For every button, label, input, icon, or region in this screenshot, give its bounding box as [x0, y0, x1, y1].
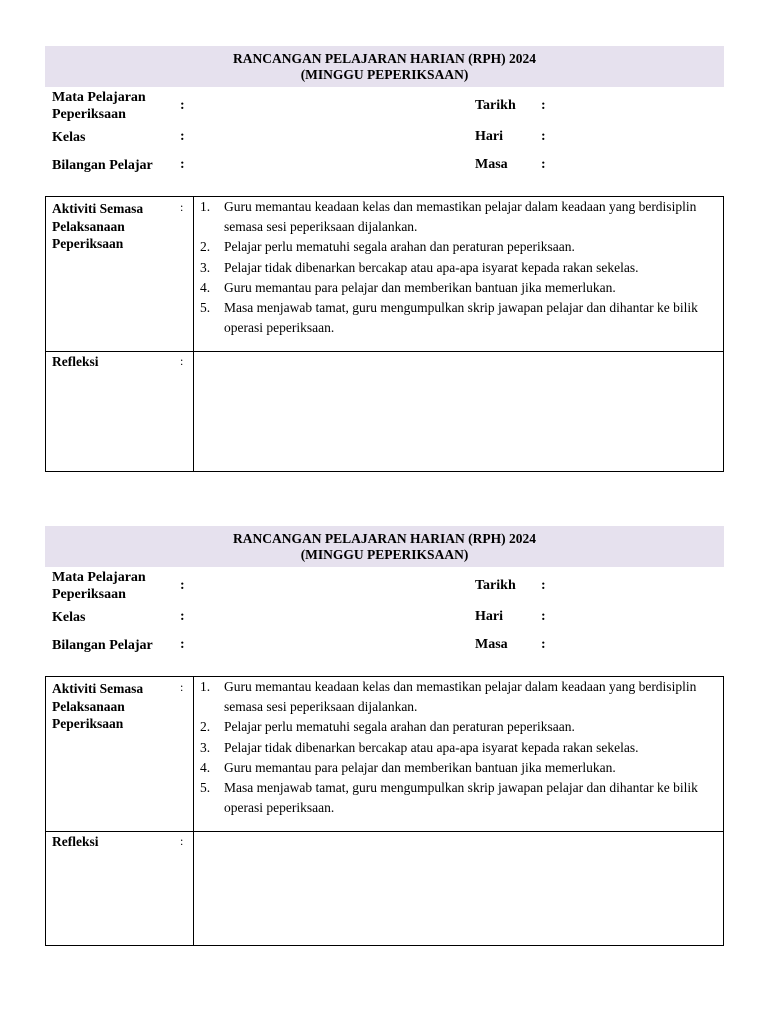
list-item: 2. Pelajar perlu mematuhi segala arahan dan peraturan peperiksaan.: [200, 239, 575, 255]
form-title-band: [45, 46, 724, 87]
table-divider-vertical: [193, 197, 194, 471]
bilangan-pelajar-colon: :: [180, 157, 185, 172]
list-item: 5. Masa menjawab tamat, guru mengumpulkan skrip jawapan pelajar dan dihantar ke bilik operasi peperiksaan.: [200, 300, 698, 336]
refleksi-label: Refleksi: [52, 354, 99, 369]
hari-colon: :: [541, 609, 546, 624]
activity-list: [198, 677, 713, 818]
list-item: 2. Pelajar perlu mematuhi segala arahan dan peraturan peperiksaan.: [200, 719, 575, 735]
tarikh-label: Tarikh: [475, 578, 516, 593]
list-item: 4. Guru memantau para pelajar dan memberikan bantuan jika memerlukan.: [200, 279, 616, 295]
kelas-label: Kelas: [52, 130, 86, 145]
hari-colon: :: [541, 129, 546, 144]
masa-label: Masa: [475, 637, 508, 652]
bilangan-pelajar-label: Bilangan Pelajar: [52, 638, 153, 653]
activity-colon: :: [180, 680, 184, 694]
bilangan-pelajar-label: Bilangan Pelajar: [52, 158, 153, 173]
list-item: 5. Masa menjawab tamat, guru mengumpulkan skrip jawapan pelajar dan dihantar ke bilik operasi peperiksaan.: [200, 780, 698, 816]
mata-pelajaran-colon: :: [180, 578, 185, 593]
masa-label: Masa: [475, 157, 508, 172]
refleksi-label: Refleksi: [52, 834, 99, 849]
form-title: RANCANGAN PELAJARAN HARIAN (RPH) 2024: [233, 531, 536, 546]
tarikh-colon: :: [541, 578, 546, 593]
kelas-colon: :: [180, 129, 185, 144]
masa-colon: :: [541, 157, 546, 172]
mata-pelajaran-label: Mata Pelajaran Peperiksaan: [52, 90, 146, 122]
activity-heading: Aktiviti Semasa Pelaksanaan Peperiksaan: [52, 681, 144, 731]
list-item: 3. Pelajar tidak dibenarkan bercakap atau apa-apa isyarat kepada rakan sekelas.: [200, 739, 639, 755]
rph-form-1: [45, 46, 724, 369]
tarikh-colon: :: [541, 98, 546, 113]
refleksi-colon: :: [180, 834, 184, 848]
mata-pelajaran-label: Mata Pelajaran Peperiksaan: [52, 570, 146, 602]
form-subtitle: (MINGGU PEPERIKSAAN): [300, 547, 469, 562]
activity-table: [45, 196, 724, 472]
activity-table: [45, 676, 724, 946]
hari-label: Hari: [475, 129, 503, 144]
form-fields: [45, 87, 724, 213]
list-item: 4. Guru memantau para pelajar dan memberikan bantuan jika memerlukan.: [200, 759, 616, 775]
list-item: 1. Guru memantau keadaan kelas dan memastikan pelajar dalam keadaan yang berdisiplin semasa sesi peperiksaan dijalankan.: [200, 679, 697, 715]
mata-pelajaran-colon: :: [180, 98, 185, 113]
bilangan-pelajar-colon: :: [180, 637, 185, 652]
table-divider-horizontal: [46, 831, 723, 832]
list-item: 3. Pelajar tidak dibenarkan bercakap atau apa-apa isyarat kepada rakan sekelas.: [200, 259, 639, 275]
form-title-band: [45, 526, 724, 567]
form-subtitle: (MINGGU PEPERIKSAAN): [300, 67, 469, 82]
hari-label: Hari: [475, 609, 503, 624]
list-item: 1. Guru memantau keadaan kelas dan memastikan pelajar dalam keadaan yang berdisiplin semasa sesi peperiksaan dijalankan.: [200, 199, 697, 235]
masa-colon: :: [541, 637, 546, 652]
form-fields: [45, 567, 724, 693]
tarikh-label: Tarikh: [475, 98, 516, 113]
table-divider-vertical: [193, 677, 194, 945]
table-divider-horizontal: [46, 351, 723, 352]
kelas-colon: :: [180, 609, 185, 624]
form-title: RANCANGAN PELAJARAN HARIAN (RPH) 2024: [233, 51, 536, 66]
activity-colon: :: [180, 200, 184, 214]
activity-list: [198, 197, 713, 338]
refleksi-colon: :: [180, 354, 184, 368]
rph-form-2: [45, 526, 724, 849]
activity-heading: Aktiviti Semasa Pelaksanaan Peperiksaan: [52, 201, 144, 251]
kelas-label: Kelas: [52, 610, 86, 625]
